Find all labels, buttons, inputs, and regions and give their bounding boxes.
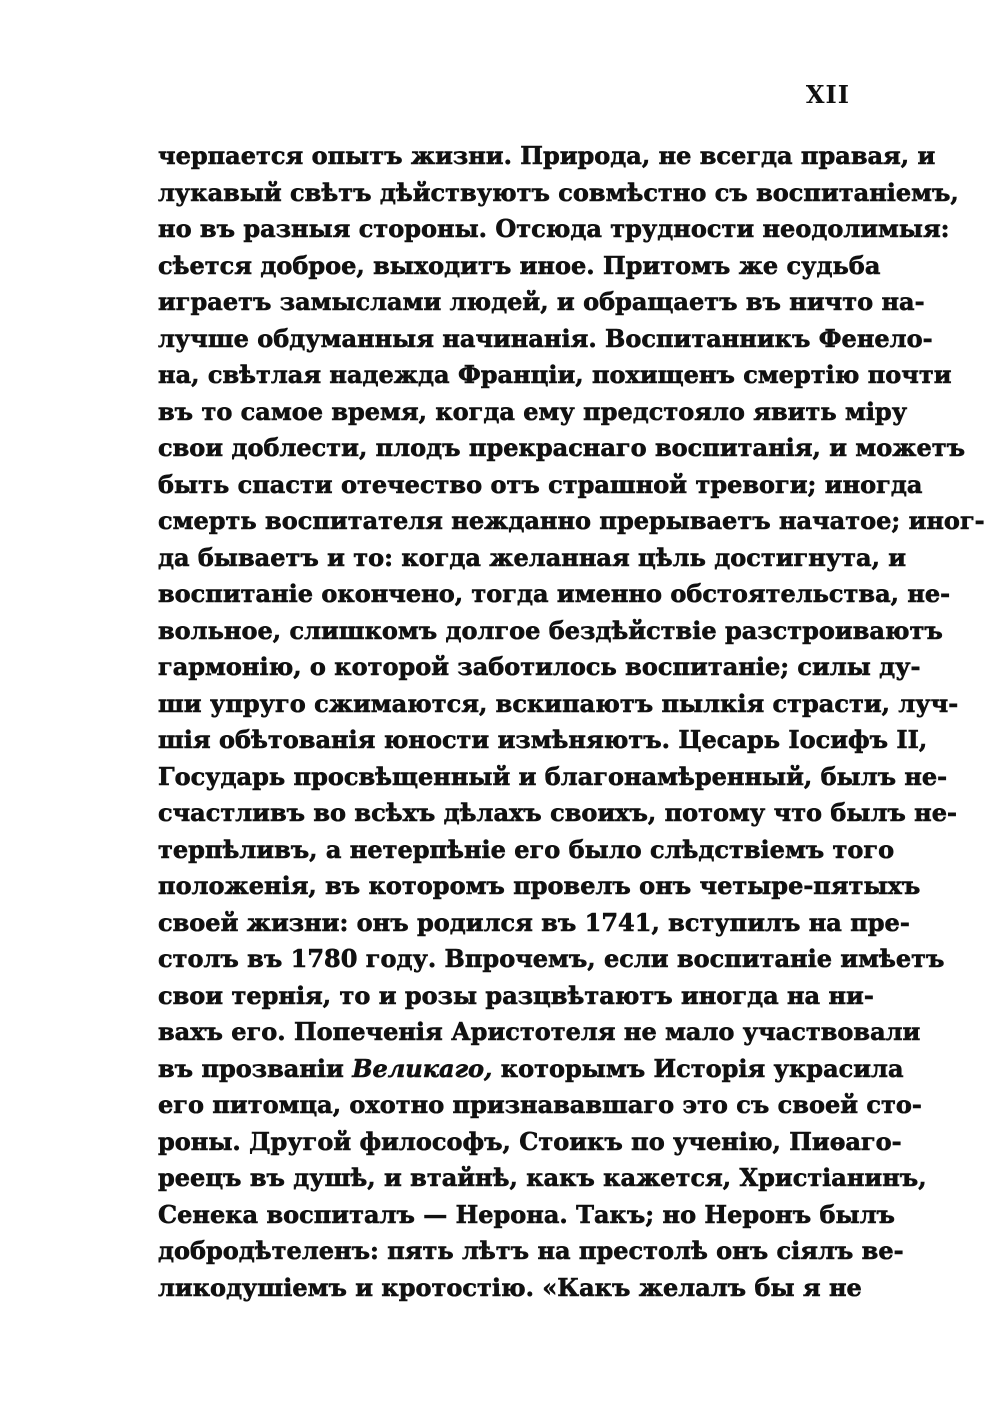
text-line: роны. Другой философъ, Стоикъ по ученію, Пиѳаго- (158, 1126, 902, 1156)
text-line: Сенека воспиталъ — Нерона. Такъ; но Неронъ былъ (158, 1199, 895, 1229)
text-line: счастливъ во всѣхъ дѣлахъ своихъ, потому что былъ не- (158, 798, 957, 827)
text-line: сѣется доброе, выходитъ иное. Притомъ же судьба (158, 250, 881, 280)
text-line: быть спасти отечество отъ страшной тревоги; иногда (158, 469, 923, 499)
text-line: смерть воспитателя нежданно прерываетъ начатое; иног- (158, 506, 985, 535)
text-line: ши упруго сжимаются, вскипаютъ пылкія страсти, луч- (158, 688, 959, 718)
text-line-with-italic (158, 1051, 904, 1088)
text-line: терпѣливъ, а нетерпѣніе его было слѣдствіемъ того (158, 834, 895, 864)
text-segment: которымъ Исторія украсила (500, 1053, 904, 1083)
text-line: играетъ замыслами людей, и обращаетъ въ ничто на- (158, 287, 925, 316)
text-line: лукавый свѣтъ дѣйствуютъ совмѣстно съ воспитаніемъ, (158, 177, 959, 207)
text-line: вахъ его. Попеченія Аристотеля не мало участвовали (158, 1017, 921, 1046)
text-line: да бываетъ и то: когда желанная цѣль достигнута, и (158, 542, 907, 572)
text-line: Государь просвѣщенный и благонамѣренный, былъ не- (158, 761, 948, 791)
text-line: вольное, слишкомъ долгое бездѣйствіе разстроиваютъ (158, 615, 943, 645)
text-line: воспитаніе окончено, тогда именно обстоятельства, не- (158, 579, 951, 608)
text-line: гармонію, о которой заботилось воспитаніе; силы ду- (158, 652, 921, 681)
text-segment: въ прозваніи (158, 1053, 344, 1083)
italic-word: Великаго, (352, 1053, 493, 1083)
text-line: свои тернія, то и розы разцвѣтаютъ иногда на ни- (158, 980, 874, 1010)
text-line: столъ въ 1780 году. Впрочемъ, если воспитаніе имѣетъ (158, 944, 945, 973)
text-line: шія обѣтованія юности измѣняютъ. Цесарь Іосифъ II, (158, 725, 928, 754)
text-line: на, свѣтлая надежда Франціи, похищенъ смертію почти (158, 360, 952, 389)
text-line: лучше обдуманныя начинанія. Воспитанникъ Фенело- (158, 323, 933, 353)
text-line: свои доблести, плодъ прекраснаго воспитанія, и можетъ (158, 433, 965, 462)
text-line: въ то самое время, когда ему предстояло явить міру (158, 396, 908, 426)
text-line: положенія, въ которомъ провелъ онъ четыре-пятыхъ (158, 871, 921, 900)
text-line: черпается опытъ жизни. Природа, не всегда правая, и (158, 141, 936, 170)
page-text (158, 138, 985, 1306)
text-line: ликодушіемъ и кротостію. «Какъ желалъ бы я не (158, 1272, 862, 1302)
text-line: его питомца, охотно признававшаго это съ своей сто- (158, 1090, 922, 1119)
page-number: XII (805, 80, 850, 109)
text-line: реецъ въ душѣ, и втайнѣ, какъ кажется, Христіанинъ, (158, 1163, 927, 1192)
text-line: но въ разныя стороны. Отсюда трудности неодолимыя: (158, 214, 950, 243)
text-line: своей жизни: онъ родился въ 1741, вступилъ на пре- (158, 907, 910, 937)
text-line: добродѣтеленъ: пять лѣтъ на престолѣ онъ сіялъ ве- (158, 1236, 904, 1265)
